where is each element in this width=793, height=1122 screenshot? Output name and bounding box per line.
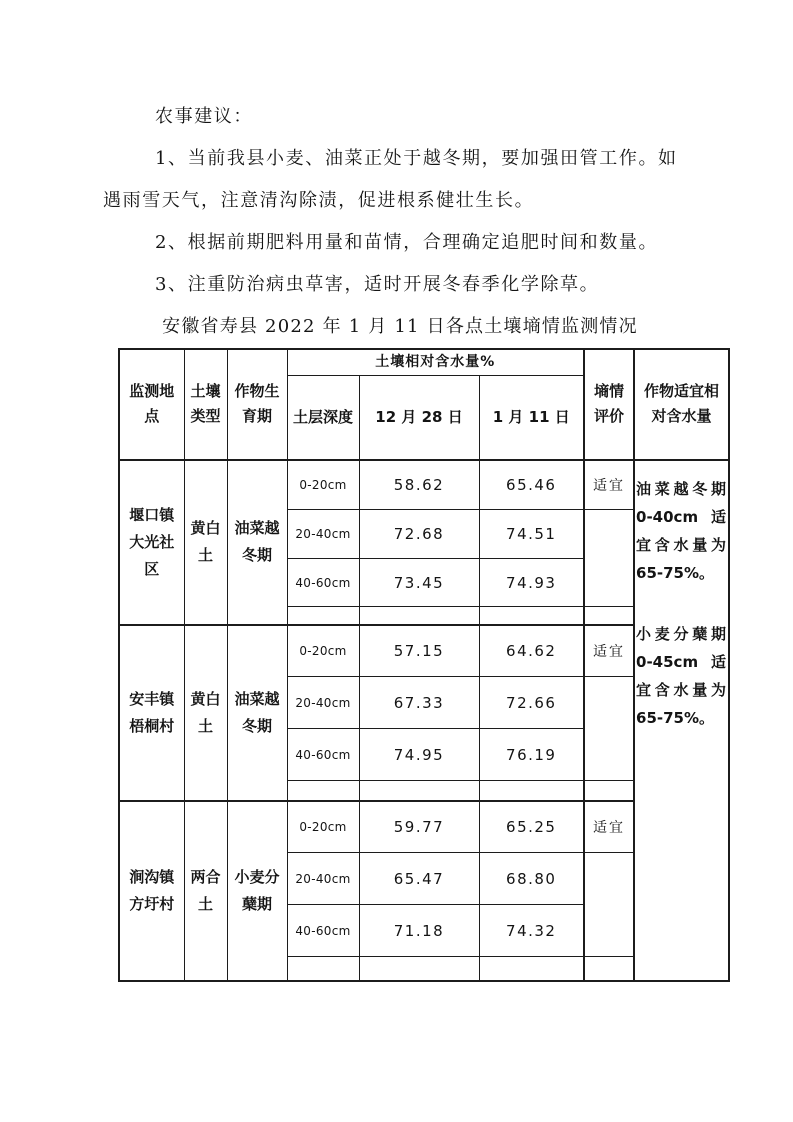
value-jan11-cell: 68.80 [479, 853, 584, 905]
evaluation-empty-cell [584, 510, 634, 607]
value-dec28-cell: 73.45 [359, 559, 479, 607]
depth-cell: 0-20cm [287, 625, 359, 677]
header-soil-type: 土壤类型 [184, 349, 227, 460]
growth-stage-cell: 小麦分蘖期 [227, 801, 287, 981]
value-jan11-cell: 74.32 [479, 905, 584, 957]
spacer-cell [479, 957, 584, 981]
growth-stage-cell: 油菜越冬期 [227, 460, 287, 625]
spacer-cell [359, 781, 479, 801]
evaluation-cell: 适宜 [584, 460, 634, 510]
advice-heading: 农事建议： [155, 106, 253, 127]
value-jan11-cell: 74.51 [479, 510, 584, 559]
value-dec28-cell: 57.15 [359, 625, 479, 677]
value-dec28-cell: 72.68 [359, 510, 479, 559]
suitable-note-wheat: 小麦分蘖期0-45cm适宜含水量为65-75%。 [636, 624, 727, 727]
depth-cell: 20-40cm [287, 853, 359, 905]
growth-stage-cell: 油菜越冬期 [227, 625, 287, 801]
depth-cell: 40-60cm [287, 729, 359, 781]
value-jan11-cell: 76.19 [479, 729, 584, 781]
spacer-cell [584, 781, 634, 801]
evaluation-empty-cell [584, 677, 634, 781]
suitable-note-rapeseed: 油菜越冬期0-40cm适宜含水量为65-75%。 [636, 479, 727, 582]
value-dec28-cell: 58.62 [359, 460, 479, 510]
evaluation-cell: 适宜 [584, 625, 634, 677]
value-jan11-cell: 65.46 [479, 460, 584, 510]
value-dec28-cell: 59.77 [359, 801, 479, 853]
value-dec28-cell: 67.33 [359, 677, 479, 729]
spacer-cell [287, 781, 359, 801]
depth-cell: 40-60cm [287, 559, 359, 607]
soil-type-cell: 黄白土 [184, 460, 227, 625]
header-depth-label: 土层深度 [287, 376, 359, 460]
spacer-cell [359, 607, 479, 625]
header-evaluation: 墒情评价 [584, 349, 634, 460]
header-suitable-range: 作物适宜相对含水量 [634, 349, 729, 460]
header-location: 监测地点 [119, 349, 184, 460]
header-date-jan11: 1 月 11 日 [479, 376, 584, 460]
header-growth-stage: 作物生育期 [227, 349, 287, 460]
value-dec28-cell: 65.47 [359, 853, 479, 905]
value-jan11-cell: 65.25 [479, 801, 584, 853]
spacer-cell [287, 607, 359, 625]
soil-type-cell: 黄白土 [184, 625, 227, 801]
spacer-cell [584, 957, 634, 981]
depth-cell: 0-20cm [287, 460, 359, 510]
location-cell: 安丰镇梧桐村 [119, 625, 184, 801]
soil-moisture-table [118, 348, 730, 982]
value-dec28-cell: 74.95 [359, 729, 479, 781]
header-water-content-group: 土壤相对含水量% [287, 349, 584, 376]
soil-type-cell: 两合土 [184, 801, 227, 981]
advice-item-2: 2、根据前期肥料用量和苗情，合理确定追肥时间和数量。 [155, 232, 659, 253]
depth-cell: 40-60cm [287, 905, 359, 957]
location-cell: 涧沟镇方圩村 [119, 801, 184, 981]
location-cell: 堰口镇大光社区 [119, 460, 184, 625]
table-title: 安徽省寿县 2022 年 1 月 11 日各点土壤墒情监测情况 [162, 316, 638, 337]
spacer-cell [479, 781, 584, 801]
value-jan11-cell: 72.66 [479, 677, 584, 729]
evaluation-empty-cell [584, 853, 634, 957]
depth-cell: 20-40cm [287, 510, 359, 559]
spacer-cell [584, 607, 634, 625]
header-date-dec28: 12 月 28 日 [359, 376, 479, 460]
advice-item-3: 3、注重防治病虫草害，适时开展冬春季化学除草。 [155, 274, 600, 295]
spacer-cell [287, 957, 359, 981]
spacer-cell [479, 607, 584, 625]
value-jan11-cell: 64.62 [479, 625, 584, 677]
depth-cell: 0-20cm [287, 801, 359, 853]
suitable-range-cell [634, 460, 729, 981]
spacer-cell [359, 957, 479, 981]
evaluation-cell: 适宜 [584, 801, 634, 853]
value-dec28-cell: 71.18 [359, 905, 479, 957]
depth-cell: 20-40cm [287, 677, 359, 729]
value-jan11-cell: 74.93 [479, 559, 584, 607]
advice-item-1: 1、当前我县小麦、油菜正处于越冬期，要加强田管工作。如遇雨雪天气，注意清沟除渍，促进根系健壮生长。 [103, 148, 678, 211]
document-body [0, 0, 793, 348]
